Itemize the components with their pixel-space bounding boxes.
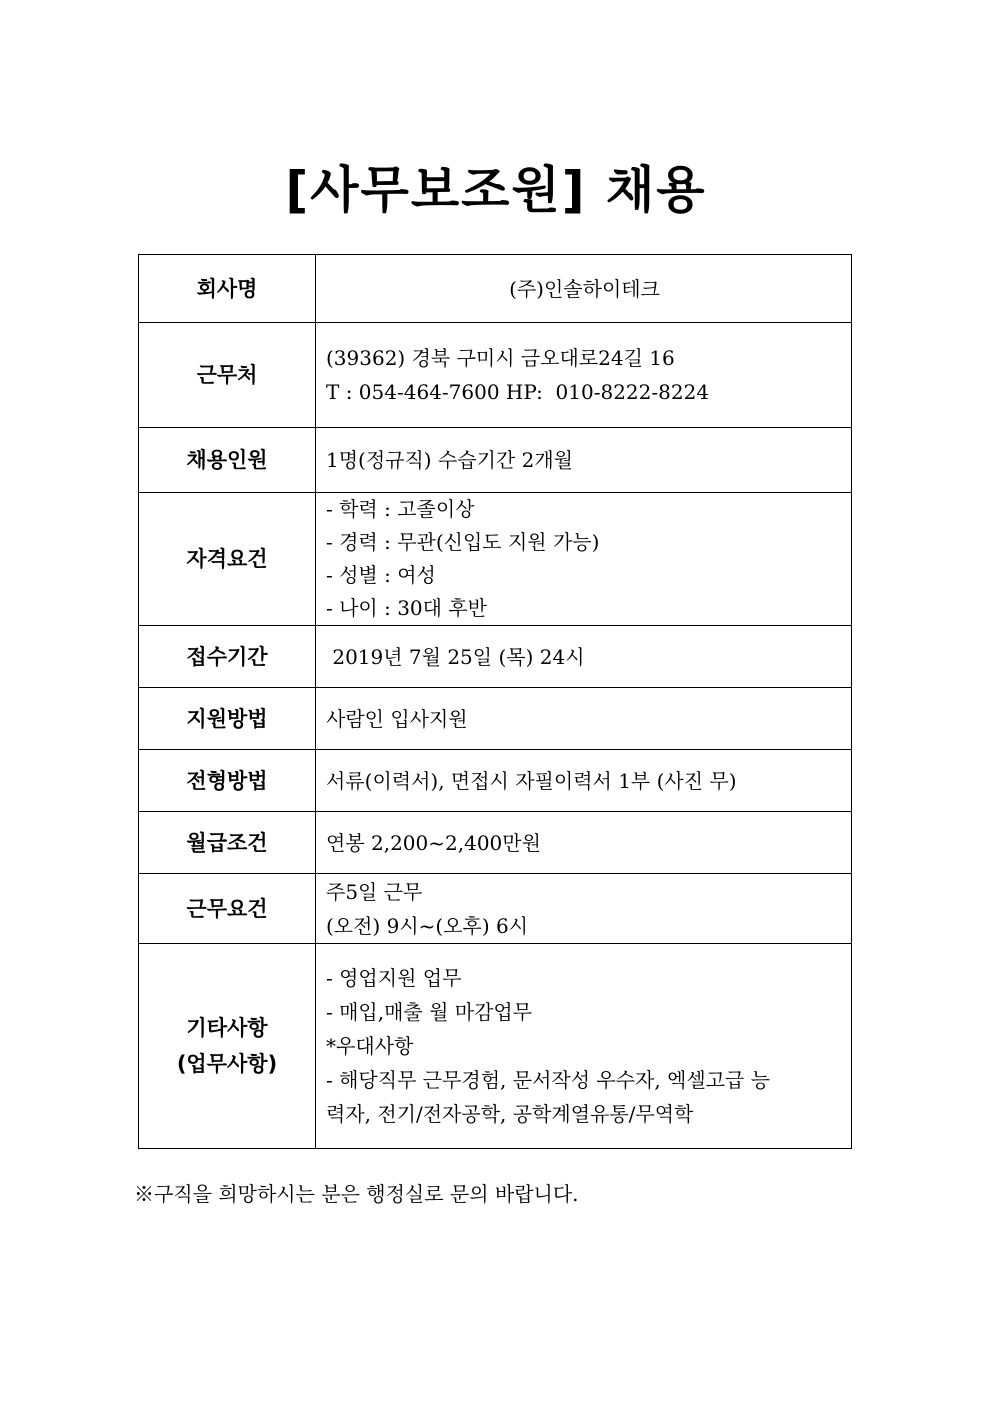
- value-line: (39362) 경북 구미시 금오대로24길 16: [326, 346, 675, 370]
- value-line: T : 054-464-7600 HP: 010-8222-8224: [326, 380, 710, 404]
- label-text: 근무처: [196, 363, 258, 387]
- row-label-application-period: [139, 626, 316, 688]
- table-row: [139, 944, 852, 1149]
- value-line: - 해당직무 근무경험, 문서작성 우수자, 엑셀고급 능: [326, 1068, 771, 1092]
- row-label-headcount: [139, 428, 316, 493]
- label-text: 근무요건: [186, 896, 268, 921]
- value-line: 사람인 입사지원: [326, 706, 468, 731]
- value-line: - 학력 : 고졸이상: [326, 497, 475, 521]
- row-value-working-conditions: [316, 874, 852, 944]
- value-line: 력자, 전기/전자공학, 공학계열유통/무역학: [326, 1102, 694, 1126]
- value-line: - 나이 : 30대 후반: [326, 596, 487, 620]
- label-text: 자격요건: [186, 547, 268, 571]
- table-row: [139, 874, 852, 944]
- label-text: (업무사항): [176, 1052, 278, 1076]
- value-line: - 경력 : 무관(신입도 지원 가능): [326, 530, 600, 554]
- value-line: 1명(정규직) 수습기간 2개월: [326, 448, 573, 472]
- row-value-headcount: [316, 428, 852, 493]
- row-value-salary: [316, 812, 852, 874]
- row-value-other-notes: [316, 944, 852, 1149]
- value-line: 2019년 7월 25일 (목) 24시: [326, 644, 585, 669]
- row-label-other-notes: [139, 944, 316, 1149]
- label-text: 채용인원: [186, 448, 268, 472]
- value-line: *우대사항: [326, 1034, 414, 1058]
- row-value-application-period: [316, 626, 852, 688]
- label-text: 기타사항: [186, 1016, 268, 1040]
- label-text: 월급조건: [186, 830, 268, 855]
- page-title: [사무보조원] 채용: [285, 161, 707, 219]
- value-line: (주)인솔하이테크: [509, 276, 660, 301]
- row-label-workplace: [139, 323, 316, 428]
- row-value-workplace: [316, 323, 852, 428]
- table-row: [139, 323, 852, 428]
- table-row: [139, 493, 852, 626]
- table-row: [139, 812, 852, 874]
- row-value-application-method: [316, 688, 852, 750]
- table-row: [139, 428, 852, 493]
- value-line: 서류(이력서), 면접시 자필이력서 1부 (사진 무): [326, 768, 737, 793]
- row-label-selection-process: [139, 750, 316, 812]
- row-label-salary: [139, 812, 316, 874]
- row-value-selection-process: [316, 750, 852, 812]
- table-row: [139, 255, 852, 323]
- label-text: 전형방법: [186, 768, 268, 793]
- value-line: - 성별 : 여성: [326, 563, 436, 587]
- row-label-qualifications: [139, 493, 316, 626]
- footer-note: ※구직을 희망하시는 분은 행정실로 문의 바랍니다.: [134, 1182, 579, 1206]
- label-text: 지원방법: [186, 706, 268, 731]
- row-label-company: [139, 255, 316, 323]
- table-row: [139, 750, 852, 812]
- value-line: 주5일 근무: [326, 879, 423, 904]
- value-line: 연봉 2,200~2,400만원: [326, 830, 541, 855]
- label-text: 회사명: [196, 276, 258, 301]
- row-label-application-method: [139, 688, 316, 750]
- row-value-company: [316, 255, 852, 323]
- label-text: 접수기간: [186, 644, 268, 669]
- value-line: - 영업지원 업무: [326, 966, 462, 990]
- table-row: [139, 688, 852, 750]
- value-line: (오전) 9시~(오후) 6시: [326, 913, 529, 938]
- job-posting-table: [138, 254, 852, 1149]
- row-value-qualifications: [316, 493, 852, 626]
- table-row: [139, 626, 852, 688]
- row-label-working-conditions: [139, 874, 316, 944]
- value-line: - 매입,매출 월 마감업무: [326, 1000, 533, 1024]
